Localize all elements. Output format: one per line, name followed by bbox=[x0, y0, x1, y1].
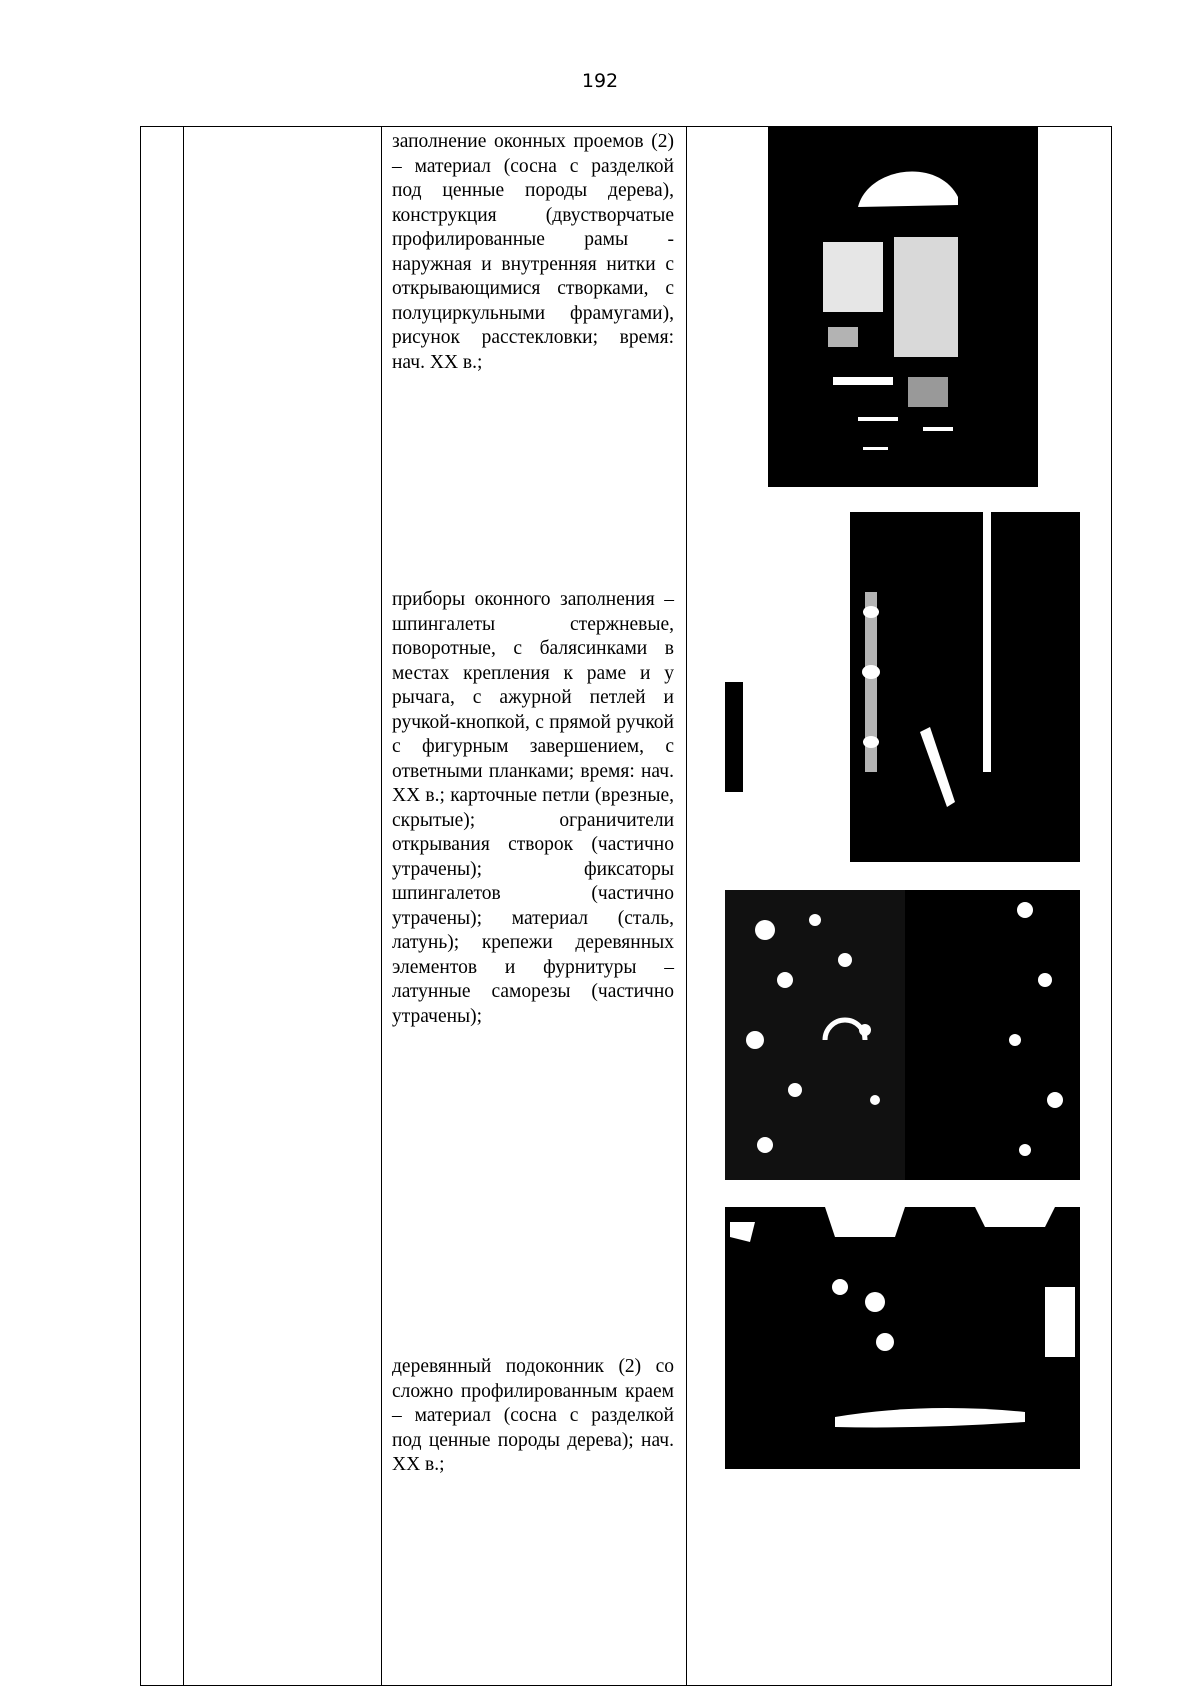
page-number: 192 bbox=[581, 70, 619, 92]
column-divider bbox=[381, 127, 382, 1685]
column-divider bbox=[686, 127, 687, 1685]
hardware-detail-photo bbox=[725, 890, 1080, 1180]
espagnolette-photo bbox=[725, 512, 1080, 862]
windowsill-description: деревянный подоконник (2) со сложно профилированным краем – материал (сосна с разделкой под ценные породы дерева); нач. XX в.; bbox=[392, 1356, 674, 1475]
window-hardware-description: приборы оконного заполнения – шпингалеты стержневые, поворотные, с балясинками в местах крепления к раме и у рычага, с ажурной петлей и ручкой-кнопкой, с прямой ручкой с фигурным завершением, с ответными планками; время: нач. XX в.; карточные петли (врезные, скрытые); ограничители открывания створок (частично утрачены); фиксаторы шпингалетов (частично утрачены); материал (сталь, латунь); крепежи деревянных элементов и фурнитуры – латунные саморезы (частично утрачены); bbox=[392, 589, 674, 1027]
windowsill-photo bbox=[725, 1207, 1080, 1469]
window-photo bbox=[768, 127, 1038, 487]
column-divider bbox=[183, 127, 184, 1685]
window-filling-description: заполнение оконных проемов (2) – материал (сосна с разделкой под ценные породы дерева), конструкция (двустворчатые профилированные рамы - наружная и внутренняя нитки с открывающимися створками, с полуциркульными фрамугами), рисунок расстекловки; время: нач. XX в.; bbox=[392, 131, 674, 373]
